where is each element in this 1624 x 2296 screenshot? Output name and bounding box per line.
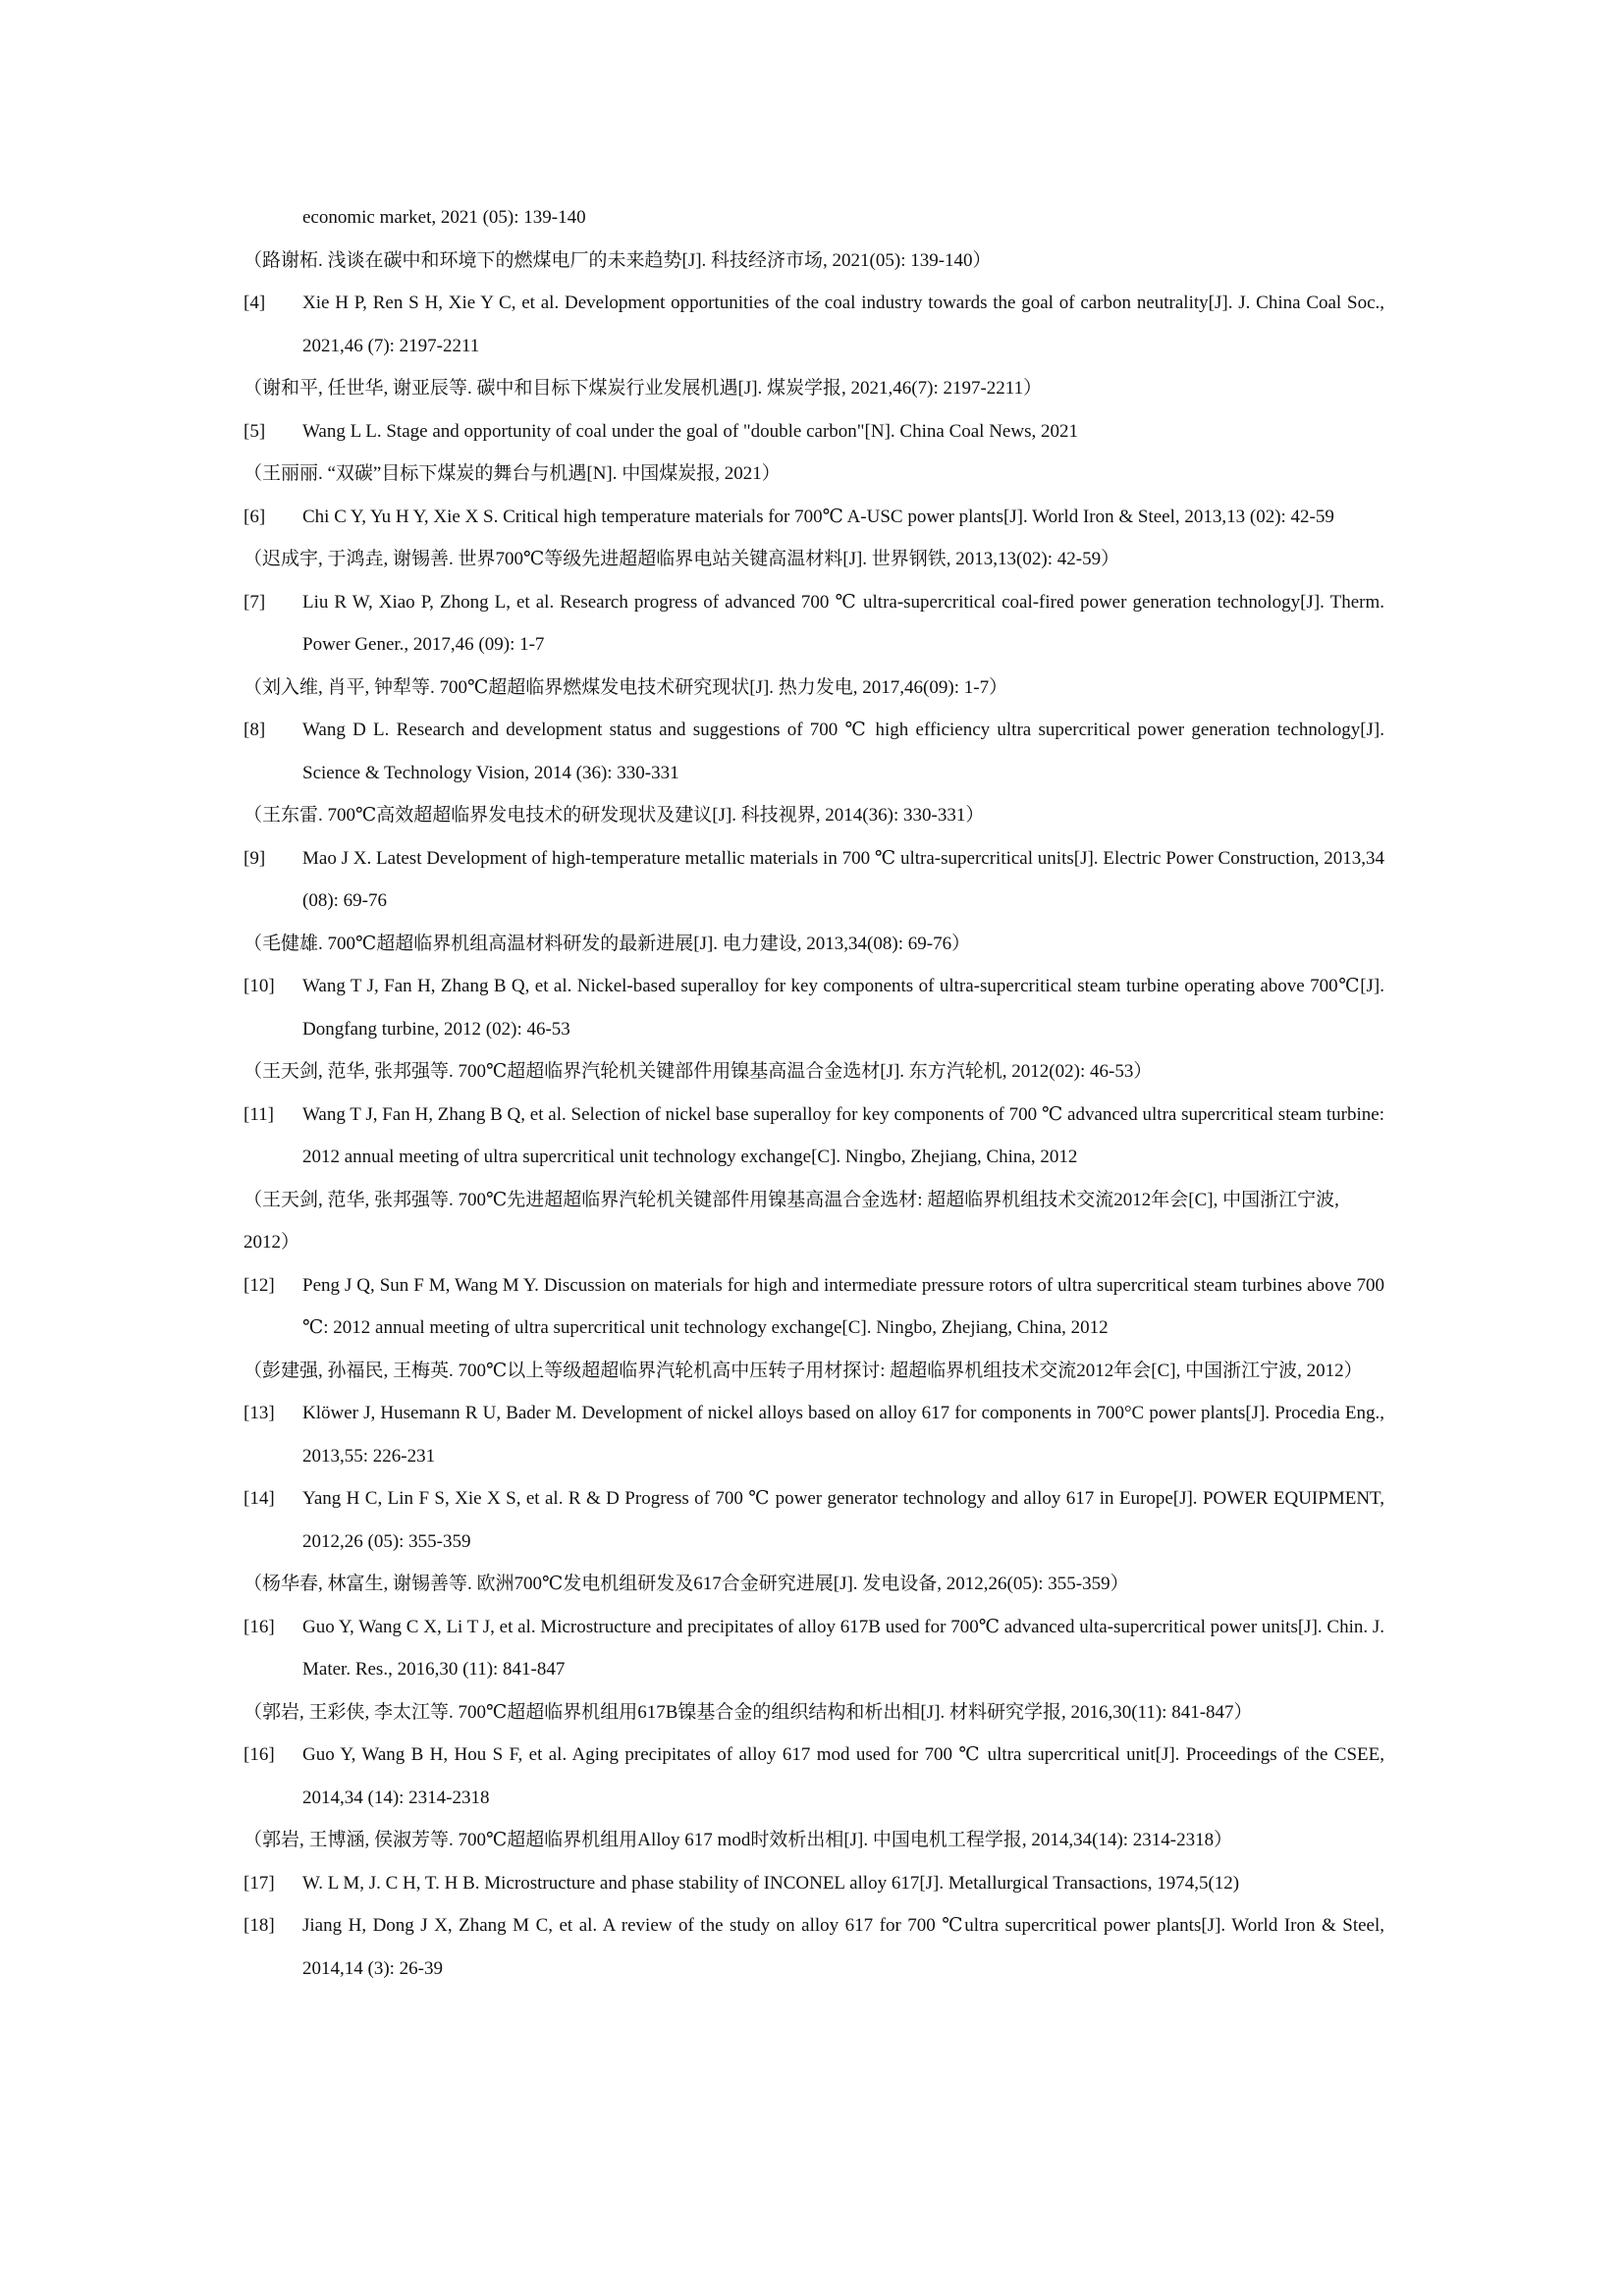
reference-text-en: Wang L L. Stage and opportunity of coal under the goal of "double carbon"[N]. China Coal News, 2021 bbox=[302, 420, 1078, 442]
reference-text-en: Klöwer J, Husemann R U, Bader M. Development of nickel alloys based on alloy 617 for components in 700°C power plants[J]. Procedia Eng., 2013,55: 226-231 bbox=[302, 1403, 1384, 1467]
reference-text-en: Chi C Y, Yu H Y, Xie X S. Critical high temperature materials for 700℃ A-USC power plants[J]. World Iron & Steel, 2013,13 (02): 42-59 bbox=[302, 506, 1334, 527]
reference-item-cn bbox=[244, 1350, 1384, 1393]
reference-item bbox=[244, 1904, 1384, 1990]
reference-number: [9] bbox=[244, 847, 266, 869]
reference-text-en: Wang D L. Research and development status and suggestions of 700 ℃ high efficiency ultra supercritical power generation technology[J]. Science & Technology Vision, 2014 (36): 330-331 bbox=[302, 720, 1384, 783]
reference-text-cn: （彭建强, 孙福民, 王梅英. 700℃以上等级超超临界汽轮机高中压转子用材探讨: 超超临界机组技术交流2012年会[C], 中国浙江宁波, 2012） bbox=[244, 1360, 1363, 1381]
reference-text-en: Mao J X. Latest Development of high-temperature metallic materials in 700 ℃ ultra-supercritical units[J]. Electric Power Construction, 2013,34 (08): 69-76 bbox=[302, 847, 1384, 911]
reference-text-en: Wang T J, Fan H, Zhang B Q, et al. Nickel-based superalloy for key components of ultra-supercritical steam turbine operating above 700℃[J]. Dongfang turbine, 2012 (02): 46-53 bbox=[302, 976, 1384, 1040]
reference-number: [17] bbox=[244, 1872, 275, 1894]
reference-item bbox=[244, 1094, 1384, 1179]
reference-number: [6] bbox=[244, 506, 266, 527]
reference-item bbox=[244, 1264, 1384, 1350]
reference-number: [11] bbox=[244, 1103, 274, 1125]
reference-item bbox=[244, 581, 1384, 667]
reference-text-cn: （谢和平, 任世华, 谢亚辰等. 碳中和目标下煤炭行业发展机遇[J]. 煤炭学报, 2021,46(7): 2197-2211） bbox=[244, 378, 1043, 399]
reference-text-cn: （王丽丽. “双碳”目标下煤炭的舞台与机遇[N]. 中国煤炭报, 2021） bbox=[244, 463, 781, 484]
reference-item-cn bbox=[244, 1179, 1384, 1264]
reference-item bbox=[244, 1734, 1384, 1819]
reference-number: [14] bbox=[244, 1488, 275, 1509]
reference-text-en: Liu R W, Xiao P, Zhong L, et al. Research progress of advanced 700 ℃ ultra-supercritical coal-fired power generation technology[J]. Therm. Power Gener., 2017,46 (09): 1-7 bbox=[302, 591, 1384, 655]
reference-text-en: Jiang H, Dong J X, Zhang M C, et al. A review of the study on alloy 617 for 700 ℃ultra supercritical power plants[J]. World Iron & Steel, 2014,14 (3): 26-39 bbox=[302, 1915, 1384, 1979]
reference-text-en: Yang H C, Lin F S, Xie X S, et al. R & D Progress of 700 ℃ power generator technology and alloy 617 in Europe[J]. POWER EQUIPMENT, 2012,26 (05): 355-359 bbox=[302, 1488, 1384, 1552]
reference-text-cn: （王东雷. 700℃高效超超临界发电技术的研发现状及建议[J]. 科技视界, 2014(36): 330-331） bbox=[244, 805, 985, 826]
reference-number: [13] bbox=[244, 1403, 275, 1423]
reference-item bbox=[244, 496, 1384, 539]
reference-text-cn: （郭岩, 王彩侠, 李太江等. 700℃超超临界机组用617B镍基合金的组织结构和析出相[J]. 材料研究学报, 2016,30(11): 841-847） bbox=[244, 1701, 1253, 1723]
reference-text-cn: （杨华春, 林富生, 谢锡善等. 欧洲700℃发电机组研发及617合金研究进展[J]. 发电设备, 2012,26(05): 355-359） bbox=[244, 1574, 1129, 1594]
reference-text-cn: （毛健雄. 700℃超超临界机组高温材料研发的最新进展[J]. 电力建设, 2013,34(08): 69-76） bbox=[244, 933, 971, 954]
reference-text-en: Xie H P, Ren S H, Xie Y C, et al. Development opportunities of the coal industry towards the goal of carbon neutrality[J]. J. China Coal Soc., 2021,46 (7): 2197-2211 bbox=[302, 293, 1384, 356]
reference-item bbox=[244, 709, 1384, 794]
reference-number: [8] bbox=[244, 720, 266, 740]
reference-number: [16] bbox=[244, 1616, 275, 1637]
reference-number: [10] bbox=[244, 976, 275, 996]
reference-number: [5] bbox=[244, 420, 266, 442]
reference-text-cn: （刘入维, 肖平, 钟犁等. 700℃超超临界燃煤发电技术研究现状[J]. 热力发电, 2017,46(09): 1-7） bbox=[244, 676, 1008, 698]
reference-item bbox=[244, 1862, 1384, 1905]
reference-item bbox=[244, 837, 1384, 923]
reference-number: [18] bbox=[244, 1915, 275, 1936]
reference-number: [4] bbox=[244, 293, 266, 313]
reference-text-en: Guo Y, Wang B H, Hou S F, et al. Aging precipitates of alloy 617 mod used for 700 ℃ ultra supercritical unit[J]. Proceedings of the CSEE, 2014,34 (14): 2314-2318 bbox=[302, 1744, 1384, 1808]
reference-text-en: Guo Y, Wang C X, Li T J, et al. Microstructure and precipitates of alloy 617B used for 700℃ advanced ulta-supercritical power units[J]. Chin. J. Mater. Res., 2016,30 (11): 841-847 bbox=[302, 1616, 1384, 1680]
reference-item bbox=[244, 1392, 1384, 1477]
reference-text-en: Peng J Q, Sun F M, Wang M Y. Discussion on materials for high and intermediate pressure rotors of ultra supercritical steam turbines above 700 ℃: 2012 annual meeting of ultra supercritical unit technology exchange[C]. Ningbo, Zhejiang, China, 2012 bbox=[302, 1274, 1384, 1338]
reference-item bbox=[244, 1477, 1384, 1563]
reference-item bbox=[244, 965, 1384, 1050]
reference-continuation-cn: （路谢柘. 浅谈在碳中和环境下的燃煤电厂的未来趋势[J]. 科技经济市场, 2021(05): 139-140） bbox=[244, 249, 992, 271]
reference-text-en: Wang T J, Fan H, Zhang B Q, et al. Selection of nickel base superalloy for key components of 700 ℃ advanced ultra supercritical steam turbine: 2012 annual meeting of ultra supercritical unit technology exchange[C]. Ningbo, Zhejiang, China, 2012 bbox=[302, 1103, 1384, 1167]
reference-item bbox=[244, 1606, 1384, 1691]
reference-number: [16] bbox=[244, 1744, 275, 1765]
reference-item bbox=[244, 282, 1384, 367]
reference-list bbox=[244, 196, 1384, 1990]
reference-text-cn: （迟成宇, 于鸿垚, 谢锡善. 世界700℃等级先进超超临界电站关键高温材料[J]. 世界钢铁, 2013,13(02): 42-59） bbox=[244, 549, 1120, 569]
reference-number: [12] bbox=[244, 1274, 275, 1296]
reference-number: [7] bbox=[244, 591, 266, 613]
reference-continuation-en: economic market, 2021 (05): 139-140 bbox=[302, 207, 586, 228]
reference-text-cn: （王天剑, 范华, 张邦强等. 700℃超超临界汽轮机关键部件用镍基高温合金选材[J]. 东方汽轮机, 2012(02): 46-53） bbox=[244, 1061, 1153, 1082]
reference-text-cn: （王天剑, 范华, 张邦强等. 700℃先进超超临界汽轮机关键部件用镍基高温合金选材: 超超临界机组技术交流2012年会[C], 中国浙江宁波, 2012） bbox=[244, 1189, 1339, 1253]
reference-item bbox=[244, 410, 1384, 454]
reference-text-en: W. L M, J. C H, T. H B. Microstructure and phase stability of INCONEL alloy 617[J]. Metallurgical Transactions, 1974,5(12) bbox=[302, 1872, 1240, 1894]
reference-text-cn: （郭岩, 王博涵, 侯淑芳等. 700℃超超临界机组用Alloy 617 mod时效析出相[J]. 中国电机工程学报, 2014,34(14): 2314-2318） bbox=[244, 1830, 1233, 1850]
